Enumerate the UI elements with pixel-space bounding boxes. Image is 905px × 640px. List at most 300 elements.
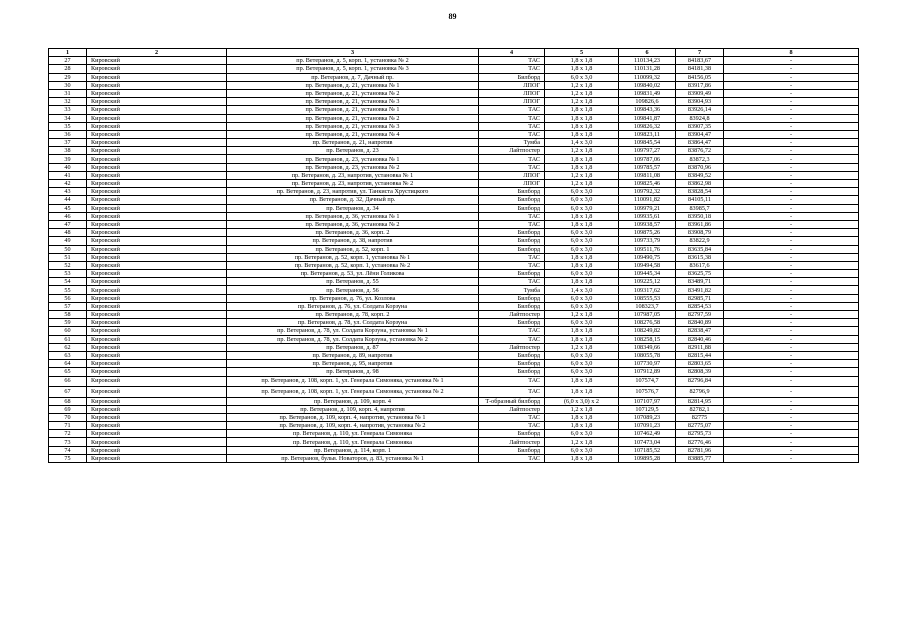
table-cell: пр. Ветеранов, д. 21, установка № 4 bbox=[227, 130, 479, 138]
table-cell: пр. Ветеранов, д. 23, установка № 1 bbox=[227, 155, 479, 163]
table-cell: 109797,27 bbox=[619, 147, 676, 155]
table-row bbox=[49, 147, 859, 155]
table-cell: 109317,62 bbox=[619, 286, 676, 294]
table-row bbox=[49, 65, 859, 73]
table-cell: 82781,96 bbox=[676, 446, 724, 454]
table-cell: пр. Ветеранов, д. 36, корп. 2 bbox=[227, 229, 479, 237]
table-row bbox=[49, 212, 859, 220]
table-cell: - bbox=[724, 302, 859, 310]
table-cell: 67 bbox=[49, 387, 87, 398]
table-cell: 82911,88 bbox=[676, 343, 724, 351]
table-cell: 1,8 х 1,8 bbox=[545, 278, 619, 286]
table-cell: Кировский bbox=[87, 270, 227, 278]
table-cell: Кировский bbox=[87, 335, 227, 343]
table-cell: пр. Ветеранов, д. 76, ул. Солдата Корзуна bbox=[227, 302, 479, 310]
table-cell: 83908,79 bbox=[676, 229, 724, 237]
table-cell: пр. Ветеранов, д. 108, корп. 1, ул. Генерала Симоняка, установка № 2 bbox=[227, 387, 479, 398]
table-row bbox=[49, 376, 859, 387]
table-cell: пр. Ветеранов, д. 36, установка № 2 bbox=[227, 220, 479, 228]
table-cell: 63 bbox=[49, 351, 87, 359]
table-cell: 59 bbox=[49, 319, 87, 327]
table-cell: Билборд bbox=[479, 351, 545, 359]
table-cell: Кировский bbox=[87, 376, 227, 387]
table-cell: - bbox=[724, 327, 859, 335]
table-cell: 48 bbox=[49, 229, 87, 237]
table-cell: пр. Ветеранов, д. 7, Дачный пр. bbox=[227, 73, 479, 81]
table-cell: 82838,47 bbox=[676, 327, 724, 335]
table-cell: 109935,61 bbox=[619, 212, 676, 220]
table-cell: - bbox=[724, 155, 859, 163]
table-cell: 107730,97 bbox=[619, 360, 676, 368]
table-cell: Билборд bbox=[479, 446, 545, 454]
table-cell: Лайтпостер bbox=[479, 405, 545, 413]
table-row bbox=[49, 229, 859, 237]
table-cell: Кировский bbox=[87, 106, 227, 114]
table-cell: - bbox=[724, 89, 859, 97]
table-cell: 82808,39 bbox=[676, 368, 724, 376]
table-cell: - bbox=[724, 229, 859, 237]
table-row bbox=[49, 204, 859, 212]
table-cell: пр. Ветеранов, д. 110, ул. Генерала Симоняка bbox=[227, 430, 479, 438]
table-cell: 1,8 х 1,8 bbox=[545, 422, 619, 430]
table-row bbox=[49, 302, 859, 310]
table-cell: ТАС bbox=[479, 57, 545, 65]
table-row bbox=[49, 405, 859, 413]
table-cell: ЛПОГ bbox=[479, 81, 545, 89]
table-cell: 109841,87 bbox=[619, 114, 676, 122]
page-number: 89 bbox=[448, 12, 457, 21]
table-cell: - bbox=[724, 368, 859, 376]
table-cell: 83491,82 bbox=[676, 286, 724, 294]
table-cell: 1,2 х 1,8 bbox=[545, 180, 619, 188]
table-body bbox=[49, 57, 859, 463]
table-cell: 107089,23 bbox=[619, 413, 676, 421]
table-cell: Кировский bbox=[87, 368, 227, 376]
table-cell: Кировский bbox=[87, 163, 227, 171]
table-cell: ЛПОГ bbox=[479, 180, 545, 188]
table-cell: 84183,67 bbox=[676, 57, 724, 65]
table-row bbox=[49, 335, 859, 343]
table-cell: пр. Ветеранов, д. 55 bbox=[227, 278, 479, 286]
table-row bbox=[49, 114, 859, 122]
table-cell: 74 bbox=[49, 446, 87, 454]
table-cell: 110091,82 bbox=[619, 196, 676, 204]
table-cell: - bbox=[724, 171, 859, 179]
table-cell: - bbox=[724, 446, 859, 454]
table-cell: Кировский bbox=[87, 147, 227, 155]
table-cell: 6,0 х 3,0 bbox=[545, 73, 619, 81]
table-cell: Кировский bbox=[87, 278, 227, 286]
table-cell: 109811,08 bbox=[619, 171, 676, 179]
table-cell: пр. Ветеранов, д. 56 bbox=[227, 286, 479, 294]
table-cell: ТАС bbox=[479, 422, 545, 430]
table-cell: 51 bbox=[49, 253, 87, 261]
table-cell: 1,2 х 1,8 bbox=[545, 81, 619, 89]
table-cell: 49 bbox=[49, 237, 87, 245]
table-row bbox=[49, 319, 859, 327]
table-cell: 109825,46 bbox=[619, 180, 676, 188]
table-cell: 6,0 х 3,0 bbox=[545, 294, 619, 302]
table-row bbox=[49, 422, 859, 430]
table-row bbox=[49, 253, 859, 261]
table-cell: 61 bbox=[49, 335, 87, 343]
table-cell: - bbox=[724, 73, 859, 81]
table-cell: 109826,6 bbox=[619, 98, 676, 106]
table-cell: Кировский bbox=[87, 319, 227, 327]
table-cell: 68 bbox=[49, 397, 87, 405]
table-cell: пр. Ветеранов, д. 78, ул. Солдата Корзуна, установка № 1 bbox=[227, 327, 479, 335]
table-row bbox=[49, 98, 859, 106]
table-cell: 83625,75 bbox=[676, 270, 724, 278]
column-header: 7 bbox=[676, 49, 724, 57]
table-cell: 109494,58 bbox=[619, 261, 676, 269]
table-cell: 71 bbox=[49, 422, 87, 430]
table-cell: Кировский bbox=[87, 294, 227, 302]
table-cell: 53 bbox=[49, 270, 87, 278]
table-cell: Кировский bbox=[87, 454, 227, 462]
table-cell: ТАС bbox=[479, 106, 545, 114]
table-cell: 109511,76 bbox=[619, 245, 676, 253]
table-cell: Кировский bbox=[87, 229, 227, 237]
table-cell: пр. Ветеранов, д. 21, установка № 2 bbox=[227, 114, 479, 122]
table-cell: Билборд bbox=[479, 229, 545, 237]
table-cell: 82775 bbox=[676, 413, 724, 421]
table-cell: 109831,49 bbox=[619, 89, 676, 97]
table-cell: 83924,8 bbox=[676, 114, 724, 122]
table-cell: 37 bbox=[49, 139, 87, 147]
table-cell: Кировский bbox=[87, 343, 227, 351]
table-cell: 6,0 х 3,0 bbox=[545, 319, 619, 327]
table-cell: Кировский bbox=[87, 89, 227, 97]
table-row bbox=[49, 188, 859, 196]
table-cell: пр. Ветеранов, д. 95, напротив bbox=[227, 360, 479, 368]
table-row bbox=[49, 387, 859, 398]
table-cell: ТАС bbox=[479, 278, 545, 286]
table-row bbox=[49, 294, 859, 302]
table-row bbox=[49, 73, 859, 81]
table-cell: - bbox=[724, 294, 859, 302]
table-row bbox=[49, 286, 859, 294]
table-cell: 6,0 х 3,0 bbox=[545, 188, 619, 196]
table-cell: 82796,9 bbox=[676, 387, 724, 398]
table-cell: 46 bbox=[49, 212, 87, 220]
table-cell: Кировский bbox=[87, 387, 227, 398]
table-cell: 108249,82 bbox=[619, 327, 676, 335]
table-cell: пр. Ветеранов, д. 78, ул. Солдата Корзуна bbox=[227, 319, 479, 327]
table-cell: - bbox=[724, 261, 859, 269]
table-cell: пр. Ветеранов, д. 34 bbox=[227, 204, 479, 212]
table-cell: Кировский bbox=[87, 122, 227, 130]
table-cell: ТАС bbox=[479, 413, 545, 421]
table-cell: Кировский bbox=[87, 130, 227, 138]
table-cell: 109840,02 bbox=[619, 81, 676, 89]
table-cell: пр. Ветеранов, бульв. Новаторов, д. 83, установка № 1 bbox=[227, 454, 479, 462]
table-cell: 6,0 х 3,0 bbox=[545, 229, 619, 237]
table-cell: Кировский bbox=[87, 351, 227, 359]
table-cell: Тумба bbox=[479, 286, 545, 294]
table-cell: - bbox=[724, 311, 859, 319]
table-cell: - bbox=[724, 180, 859, 188]
table-cell: 75 bbox=[49, 454, 87, 462]
table-cell: 1,8 х 1,8 bbox=[545, 454, 619, 462]
table-cell: 41 bbox=[49, 171, 87, 179]
table-cell: 107912,89 bbox=[619, 368, 676, 376]
table-cell: Тумба bbox=[479, 139, 545, 147]
table-cell: 1,8 х 1,8 bbox=[545, 65, 619, 73]
table-row bbox=[49, 196, 859, 204]
table-cell: Кировский bbox=[87, 196, 227, 204]
column-header: 4 bbox=[479, 49, 545, 57]
table-cell: Кировский bbox=[87, 253, 227, 261]
table-cell: 83950,18 bbox=[676, 212, 724, 220]
table-cell: 108276,58 bbox=[619, 319, 676, 327]
table-cell: 1,8 х 1,8 bbox=[545, 57, 619, 65]
table-cell: 43 bbox=[49, 188, 87, 196]
table-cell: 72 bbox=[49, 430, 87, 438]
column-header: 1 bbox=[49, 49, 87, 57]
table-cell: пр. Ветеранов, д. 109, корп. 4, напротив, установка № 2 bbox=[227, 422, 479, 430]
table-cell: 109785,57 bbox=[619, 163, 676, 171]
table-cell: 108555,53 bbox=[619, 294, 676, 302]
table-cell: Кировский bbox=[87, 237, 227, 245]
table-cell: 108055,78 bbox=[619, 351, 676, 359]
table-cell: 82796,84 bbox=[676, 376, 724, 387]
table-cell: 31 bbox=[49, 89, 87, 97]
table-cell: 109733,79 bbox=[619, 237, 676, 245]
table-cell: 83872,3 bbox=[676, 155, 724, 163]
table-cell: Кировский bbox=[87, 114, 227, 122]
table-cell: Билборд bbox=[479, 360, 545, 368]
table-cell: 107462,49 bbox=[619, 430, 676, 438]
table-cell: пр. Ветеранов, д. 52, корп. 1, установка № 2 bbox=[227, 261, 479, 269]
table-row bbox=[49, 368, 859, 376]
table-cell: 107185,52 bbox=[619, 446, 676, 454]
table-cell: 109979,21 bbox=[619, 204, 676, 212]
table-row bbox=[49, 343, 859, 351]
table-cell: - bbox=[724, 405, 859, 413]
table-cell: - bbox=[724, 253, 859, 261]
table-cell: Билборд bbox=[479, 196, 545, 204]
table-row bbox=[49, 171, 859, 179]
table-cell: 27 bbox=[49, 57, 87, 65]
table-row bbox=[49, 237, 859, 245]
table-cell: Кировский bbox=[87, 327, 227, 335]
table-cell: 6,0 х 3,0 bbox=[545, 237, 619, 245]
table-cell: 6,0 х 3,0 bbox=[545, 351, 619, 359]
table-cell: пр. Ветеранов, д. 32, Дачный пр. bbox=[227, 196, 479, 204]
table-cell: - bbox=[724, 360, 859, 368]
table-cell: 109823,11 bbox=[619, 130, 676, 138]
table-cell: 83489,71 bbox=[676, 278, 724, 286]
table-row bbox=[49, 278, 859, 286]
table-cell: Кировский bbox=[87, 286, 227, 294]
table-cell: 83904,47 bbox=[676, 130, 724, 138]
table-row bbox=[49, 245, 859, 253]
table-cell: 57 bbox=[49, 302, 87, 310]
table-cell: 83635,84 bbox=[676, 245, 724, 253]
table-cell: ТАС bbox=[479, 387, 545, 398]
table-cell: пр. Ветеранов, д. 5, корп. 1, установка № 3 bbox=[227, 65, 479, 73]
table-header-row bbox=[49, 49, 859, 57]
table-cell: 110131,28 bbox=[619, 65, 676, 73]
table-cell: 107129,5 bbox=[619, 405, 676, 413]
table-cell: 83917,86 bbox=[676, 81, 724, 89]
table-cell: ТАС bbox=[479, 122, 545, 130]
table-cell: 109225,12 bbox=[619, 278, 676, 286]
table-cell: пр. Ветеранов, д. 23, установка № 2 bbox=[227, 163, 479, 171]
table-cell: 82854,53 bbox=[676, 302, 724, 310]
table-cell: 6,0 х 3,0 bbox=[545, 368, 619, 376]
table-cell: 1,8 х 1,8 bbox=[545, 261, 619, 269]
table-cell: Кировский bbox=[87, 73, 227, 81]
table-cell: 40 bbox=[49, 163, 87, 171]
table-cell: 109895,28 bbox=[619, 454, 676, 462]
table-cell: - bbox=[724, 130, 859, 138]
table-cell: - bbox=[724, 376, 859, 387]
table-cell: ТАС bbox=[479, 130, 545, 138]
table-cell: 107576,7 bbox=[619, 387, 676, 398]
table-row bbox=[49, 351, 859, 359]
table-row bbox=[49, 413, 859, 421]
table-cell: 56 bbox=[49, 294, 87, 302]
table-cell: пр. Ветеранов, д. 52, корп. 1 bbox=[227, 245, 479, 253]
table-cell: 83862,98 bbox=[676, 180, 724, 188]
table-cell: - bbox=[724, 139, 859, 147]
table-cell: 6,0 х 3,0 bbox=[545, 360, 619, 368]
table-cell: пр. Ветеранов, д. 23 bbox=[227, 147, 479, 155]
table-cell: - bbox=[724, 278, 859, 286]
table-cell: 29 bbox=[49, 73, 87, 81]
table-cell: 84105,11 bbox=[676, 196, 724, 204]
table-cell: - bbox=[724, 343, 859, 351]
table-cell: 107574,7 bbox=[619, 376, 676, 387]
table-cell: 108323,7 bbox=[619, 302, 676, 310]
table-cell: - bbox=[724, 188, 859, 196]
table-cell: - bbox=[724, 65, 859, 73]
table-cell: 107987,05 bbox=[619, 311, 676, 319]
table-cell: Кировский bbox=[87, 245, 227, 253]
table-cell: 83870,96 bbox=[676, 163, 724, 171]
table-cell: 1,8 х 1,8 bbox=[545, 413, 619, 421]
table-cell: 58 bbox=[49, 311, 87, 319]
table-cell: 109845,54 bbox=[619, 139, 676, 147]
table-cell: пр. Ветеранов, д. 76, ул. Козлова bbox=[227, 294, 479, 302]
table-cell: 1,8 х 1,8 bbox=[545, 130, 619, 138]
table-cell: 107473,04 bbox=[619, 438, 676, 446]
table-cell: ТАС bbox=[479, 335, 545, 343]
table-cell: 1,8 х 1,8 bbox=[545, 220, 619, 228]
table-cell: 82814,95 bbox=[676, 397, 724, 405]
table-cell: - bbox=[724, 430, 859, 438]
table-cell: 6,0 х 3,0 bbox=[545, 245, 619, 253]
table-cell: пр. Ветеранов, д. 21, установка № 1 bbox=[227, 106, 479, 114]
table-cell: 44 bbox=[49, 196, 87, 204]
table-cell: - bbox=[724, 212, 859, 220]
table-cell: 50 bbox=[49, 245, 87, 253]
table-cell: пр. Ветеранов, д. 36, установка № 1 bbox=[227, 212, 479, 220]
table-cell: 70 bbox=[49, 413, 87, 421]
table-cell: 109875,26 bbox=[619, 229, 676, 237]
table-cell: 38 bbox=[49, 147, 87, 155]
table-cell: 1,2 х 1,8 bbox=[545, 405, 619, 413]
table-row bbox=[49, 106, 859, 114]
table-cell: пр. Ветеранов, д. 87 bbox=[227, 343, 479, 351]
table-cell: - bbox=[724, 422, 859, 430]
table-cell: 82797,59 bbox=[676, 311, 724, 319]
table-cell: - bbox=[724, 220, 859, 228]
table-cell: Кировский bbox=[87, 413, 227, 421]
table-row bbox=[49, 122, 859, 130]
table-cell: 1,2 х 1,8 bbox=[545, 438, 619, 446]
table-cell: 109792,32 bbox=[619, 188, 676, 196]
table-cell: 82985,71 bbox=[676, 294, 724, 302]
table-cell: Кировский bbox=[87, 360, 227, 368]
table-cell: Кировский bbox=[87, 430, 227, 438]
table-cell: 62 bbox=[49, 343, 87, 351]
table-cell: ТАС bbox=[479, 454, 545, 462]
table-cell: - bbox=[724, 335, 859, 343]
table-cell: 65 bbox=[49, 368, 87, 376]
table-cell: (6,0 х 3,0) х 2 bbox=[545, 397, 619, 405]
table-cell: 110134,23 bbox=[619, 57, 676, 65]
table-cell: Кировский bbox=[87, 204, 227, 212]
table-cell: - bbox=[724, 387, 859, 398]
table-cell: пр. Ветеранов, д. 52, корп. 1, установка № 1 bbox=[227, 253, 479, 261]
table-cell: 84181,38 bbox=[676, 65, 724, 73]
table-cell: пр. Ветеранов, д. 108, корп. 1, ул. Генерала Симоняка, установка № 1 bbox=[227, 376, 479, 387]
table-cell: Билборд bbox=[479, 294, 545, 302]
table-row bbox=[49, 139, 859, 147]
table-cell: - bbox=[724, 454, 859, 462]
table-cell: 69 bbox=[49, 405, 87, 413]
table-cell: Билборд bbox=[479, 430, 545, 438]
table-cell: 35 bbox=[49, 122, 87, 130]
table-cell: пр. Ветеранов, д. 21, установка № 2 bbox=[227, 89, 479, 97]
table-cell: 82775,07 bbox=[676, 422, 724, 430]
table-cell: - bbox=[724, 237, 859, 245]
table-row bbox=[49, 261, 859, 269]
table-cell: 107091,23 bbox=[619, 422, 676, 430]
table-cell: 83885,77 bbox=[676, 454, 724, 462]
table-cell: Кировский bbox=[87, 155, 227, 163]
table-cell: ЛПОГ bbox=[479, 98, 545, 106]
table-cell: 1,8 х 1,8 bbox=[545, 106, 619, 114]
table-cell: Кировский bbox=[87, 180, 227, 188]
table-cell: 83876,72 bbox=[676, 147, 724, 155]
table-cell: 84156,05 bbox=[676, 73, 724, 81]
column-header: 6 bbox=[619, 49, 676, 57]
table-cell: пр. Ветеранов, д. 109, корп. 4, напротив bbox=[227, 405, 479, 413]
table-cell: 1,2 х 1,8 bbox=[545, 89, 619, 97]
table-cell: 42 bbox=[49, 180, 87, 188]
table-cell: - bbox=[724, 196, 859, 204]
table-cell: ЛПОГ bbox=[479, 171, 545, 179]
table-cell: ЛПОГ bbox=[479, 89, 545, 97]
table-row bbox=[49, 81, 859, 89]
table-cell: Кировский bbox=[87, 422, 227, 430]
table-cell: 1,8 х 1,8 bbox=[545, 212, 619, 220]
table-row bbox=[49, 89, 859, 97]
table-cell: 109787,06 bbox=[619, 155, 676, 163]
table-cell: 83909,49 bbox=[676, 89, 724, 97]
table-row bbox=[49, 57, 859, 65]
table-cell: - bbox=[724, 57, 859, 65]
table-cell: Лайтпостер bbox=[479, 343, 545, 351]
table-cell: 1,2 х 1,8 bbox=[545, 147, 619, 155]
table-cell: 1,8 х 1,8 bbox=[545, 253, 619, 261]
table-cell: Билборд bbox=[479, 188, 545, 196]
table-cell: - bbox=[724, 438, 859, 446]
